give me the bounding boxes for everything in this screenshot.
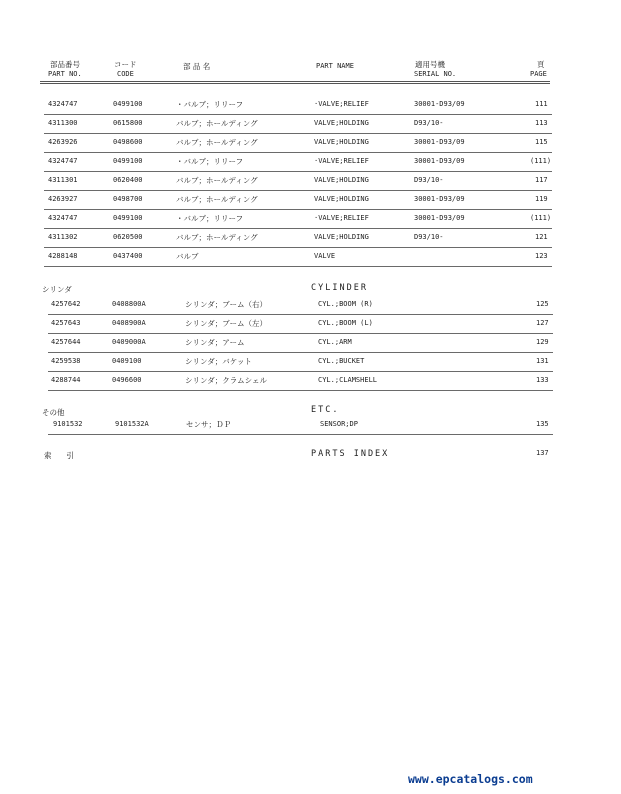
- name-jp-cell: シリンダ；ブーム（右）: [185, 300, 267, 309]
- name-jp-cell: バルブ；ホールディング: [176, 138, 258, 147]
- serial-cell: D93/10-: [414, 176, 444, 184]
- code-cell: 0408900A: [112, 319, 146, 327]
- code-cell: 0437400: [113, 252, 143, 260]
- part-no-cell: 4324747: [48, 157, 78, 165]
- table-row[interactable]: [44, 229, 552, 248]
- name-en-cell: VALVE;HOLDING: [314, 138, 369, 146]
- part-no-cell: 4311300: [48, 119, 78, 127]
- page-cell: 129: [536, 338, 549, 346]
- name-en-cell: ·VALVE;RELIEF: [314, 157, 369, 165]
- name-en-cell: ·VALVE;RELIEF: [314, 100, 369, 108]
- name-jp-cell: バルブ；ホールディング: [176, 233, 258, 242]
- code-cell: 0409000A: [112, 338, 146, 346]
- row-underline: [44, 266, 552, 267]
- page-cell: 119: [535, 195, 548, 203]
- table-row[interactable]: [44, 191, 552, 210]
- part-no-cell: 4263926: [48, 138, 78, 146]
- page-cell: 133: [536, 376, 549, 384]
- name-en-cell: CYL.;BUCKET: [318, 357, 365, 365]
- name-jp-cell: バルブ；ホールディング: [176, 176, 258, 185]
- page-cell: 111: [535, 100, 548, 108]
- etc-title-jp: その他: [42, 408, 65, 417]
- code-cell: 0499100: [113, 214, 143, 222]
- name-en-cell: VALVE;HOLDING: [314, 233, 369, 241]
- page-cell: 135: [536, 420, 549, 428]
- part-no-cell: 4288744: [51, 376, 81, 384]
- page-cell: 123: [535, 252, 548, 260]
- name-en-cell: ·VALVE;RELIEF: [314, 214, 369, 222]
- code-cell: 0408800A: [112, 300, 146, 308]
- part-no-cell: 4311301: [48, 176, 78, 184]
- header-name-jp: 部 品 名: [183, 62, 211, 71]
- serial-cell: D93/10-: [414, 119, 444, 127]
- header-page-jp: 頁: [537, 60, 545, 69]
- code-cell: 0620400: [113, 176, 143, 184]
- page-cell: 127: [536, 319, 549, 327]
- header-bottom-rule: [40, 83, 550, 84]
- header-serial-jp: 適用号機: [415, 60, 445, 69]
- code-cell: 0499100: [113, 100, 143, 108]
- name-jp-cell: シリンダ；アーム: [185, 338, 245, 347]
- name-en-cell: VALVE;HOLDING: [314, 195, 369, 203]
- name-jp-cell: シリンダ；バケット: [185, 357, 252, 366]
- header-part-name-en: PART NAME: [316, 62, 354, 70]
- part-no-cell: 4324747: [48, 214, 78, 222]
- name-en-cell: VALVE: [314, 252, 336, 260]
- name-en-cell: CYL.;BOOM (L): [318, 319, 373, 327]
- page-cell: 125: [536, 300, 549, 308]
- part-no-cell: 4311302: [48, 233, 78, 241]
- row-underline: [48, 434, 553, 435]
- cylinder-title-en: CYLINDER: [311, 283, 368, 293]
- serial-cell: D93/10-: [414, 233, 444, 241]
- name-jp-cell: ・バルブ；リリーフ: [176, 214, 244, 223]
- index-page: 137: [536, 449, 549, 457]
- table-row[interactable]: [44, 134, 552, 153]
- name-jp-cell: シリンダ；クラムシェル: [185, 376, 267, 385]
- index-title-en: PARTS INDEX: [311, 449, 390, 459]
- header-serial-en: SERIAL NO.: [414, 70, 457, 78]
- page-cell: 121: [535, 233, 548, 241]
- table-row[interactable]: [44, 210, 552, 229]
- row-underline: [48, 390, 553, 391]
- code-cell: 0499100: [113, 157, 143, 165]
- index-title-jp: 索 引: [44, 451, 74, 460]
- etc-title-en: ETC.: [311, 405, 340, 415]
- name-jp-cell: ・バルブ；リリーフ: [176, 100, 244, 109]
- page-cell: 117: [535, 176, 548, 184]
- name-en-cell: VALVE;HOLDING: [314, 119, 369, 127]
- code-cell: 0409100: [112, 357, 142, 365]
- table-row[interactable]: [44, 96, 552, 115]
- table-row[interactable]: [48, 353, 553, 372]
- name-en-cell: SENSOR;DP: [320, 420, 358, 428]
- name-en-cell: CYL.;BOOM (R): [318, 300, 373, 308]
- part-no-cell: 4263927: [48, 195, 78, 203]
- code-cell: 0620500: [113, 233, 143, 241]
- part-no-cell: 4257643: [51, 319, 81, 327]
- code-cell: 0498600: [113, 138, 143, 146]
- header-code-jp: コード: [114, 60, 137, 69]
- header-top-rule: [40, 81, 550, 82]
- name-en-cell: CYL.;ARM: [318, 338, 352, 346]
- header-code-en: CODE: [117, 70, 134, 78]
- part-no-cell: 4259538: [51, 357, 81, 365]
- page-cell: 113: [535, 119, 548, 127]
- part-no-cell: 9101532: [53, 420, 83, 428]
- code-cell: 0496600: [112, 376, 142, 384]
- name-jp-cell: バルブ；ホールディング: [176, 119, 258, 128]
- code-cell: 0615800: [113, 119, 143, 127]
- serial-cell: 30001-D93/09: [414, 214, 465, 222]
- serial-cell: 30001-D93/09: [414, 157, 465, 165]
- footer-url-link[interactable]: www.epcatalogs.com: [408, 772, 533, 786]
- name-en-cell: VALVE;HOLDING: [314, 176, 369, 184]
- table-row[interactable]: [44, 172, 552, 191]
- part-no-cell: 4288148: [48, 252, 78, 260]
- page-cell: (111): [530, 157, 552, 165]
- name-jp-cell: バルブ；ホールディング: [176, 195, 258, 204]
- table-row[interactable]: [48, 296, 553, 315]
- header-page-en: PAGE: [530, 70, 547, 78]
- name-jp-cell: バルブ: [176, 252, 199, 261]
- table-row[interactable]: [48, 334, 553, 353]
- serial-cell: 30001-D93/09: [414, 138, 465, 146]
- code-cell: 0498700: [113, 195, 143, 203]
- table-row[interactable]: [48, 315, 553, 334]
- name-jp-cell: シリンダ；ブーム（左）: [185, 319, 267, 328]
- cylinder-title-jp: シリンダ: [42, 285, 72, 294]
- name-jp-cell: センサ；ＤＰ: [186, 420, 231, 429]
- part-no-cell: 4324747: [48, 100, 78, 108]
- part-no-cell: 4257642: [51, 300, 81, 308]
- header-part-no-en: PART NO.: [48, 70, 82, 78]
- serial-cell: 30001-D93/09: [414, 100, 465, 108]
- table-row[interactable]: [48, 416, 553, 435]
- page-cell: (111): [530, 214, 552, 222]
- name-en-cell: CYL.;CLAMSHELL: [318, 376, 378, 384]
- table-row[interactable]: [44, 153, 552, 172]
- table-row[interactable]: [44, 115, 552, 134]
- page-cell: 131: [536, 357, 549, 365]
- table-row[interactable]: [48, 372, 553, 391]
- header-part-no-jp: 部品番号: [50, 60, 80, 69]
- table-row[interactable]: [44, 248, 552, 267]
- part-no-cell: 4257644: [51, 338, 81, 346]
- name-jp-cell: ・バルブ；リリーフ: [176, 157, 244, 166]
- serial-cell: 30001-D93/09: [414, 195, 465, 203]
- code-cell: 9101532A: [115, 420, 149, 428]
- page-cell: 115: [535, 138, 548, 146]
